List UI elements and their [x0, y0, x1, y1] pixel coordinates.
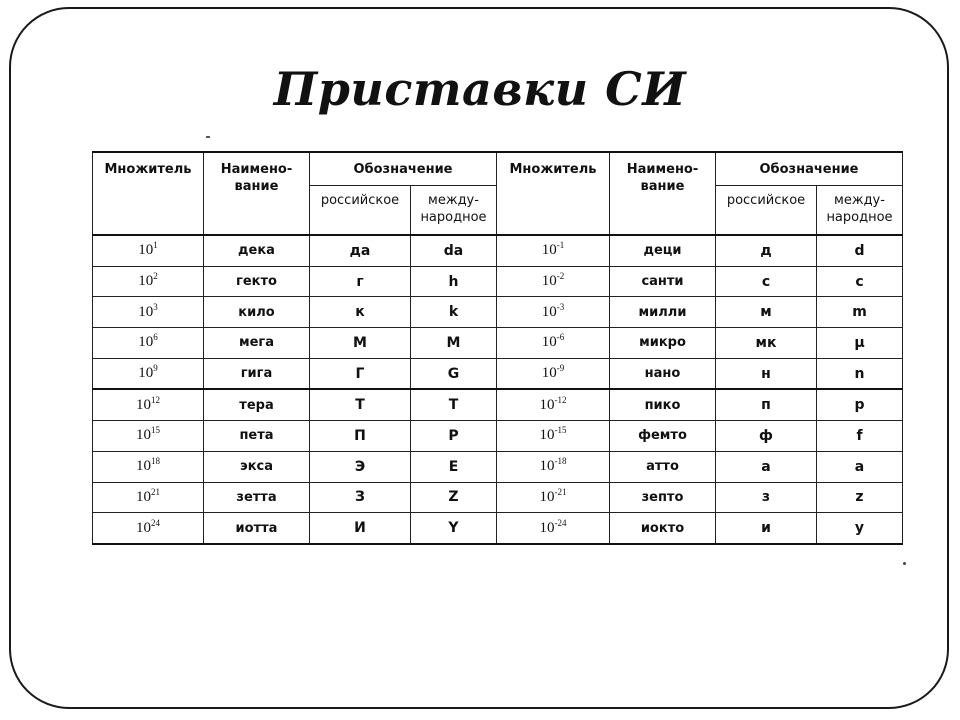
header-row [93, 152, 903, 186]
international-symbol-cell: a [817, 451, 903, 482]
international-symbol-cell: d [817, 235, 903, 266]
russian-symbol-cell: ф [716, 421, 817, 452]
prefix-name-cell: атто [610, 451, 716, 482]
russian-symbol-cell: Т [310, 389, 411, 420]
multiplier-base: 10 [138, 303, 154, 320]
table-row [93, 328, 903, 359]
prefix-name-cell: кило [204, 297, 310, 328]
multiplier-exponent: -15 [554, 425, 567, 436]
multiplier-cell [497, 421, 610, 452]
prefix-name-cell: иокто [610, 513, 716, 544]
si-prefixes-table [92, 151, 903, 545]
multiplier-base: 10 [138, 365, 154, 382]
multiplier-cell [93, 421, 204, 452]
multiplier-base: 10 [136, 488, 151, 505]
russian-symbol-cell: М [310, 328, 411, 359]
multiplier-exponent: -9 [556, 363, 565, 374]
prefix-name-cell: деци [610, 235, 716, 266]
multiplier-cell [497, 482, 610, 513]
multiplier-exponent: 15 [151, 425, 160, 436]
table-row [93, 235, 903, 266]
header-name: Наимено-вание [610, 152, 716, 235]
multiplier-exponent: 3 [153, 301, 158, 312]
multiplier-cell [497, 328, 610, 359]
russian-symbol-cell: з [716, 482, 817, 513]
prefix-name-cell: иотта [204, 513, 310, 544]
russian-symbol-cell: З [310, 482, 411, 513]
international-symbol-cell: p [817, 389, 903, 420]
prefix-name-cell: дека [204, 235, 310, 266]
russian-symbol-cell: п [716, 389, 817, 420]
russian-symbol-cell: а [716, 451, 817, 482]
decorative-dot [903, 562, 906, 565]
international-symbol-cell: M [411, 328, 497, 359]
international-symbol-cell: µ [817, 328, 903, 359]
prefix-name-cell: мега [204, 328, 310, 359]
russian-symbol-cell: к [310, 297, 411, 328]
multiplier-exponent: -12 [554, 394, 567, 405]
multiplier-cell [93, 451, 204, 482]
multiplier-cell [497, 297, 610, 328]
prefix-name-cell: милли [610, 297, 716, 328]
international-symbol-cell: k [411, 297, 497, 328]
multiplier-base: 10 [539, 396, 555, 413]
multiplier-exponent: 21 [151, 486, 160, 497]
multiplier-base: 10 [539, 427, 555, 444]
prefix-name-cell: гига [204, 358, 310, 389]
multiplier-cell [497, 389, 610, 420]
prefix-name-cell: нано [610, 358, 716, 389]
table-row [93, 482, 903, 513]
multiplier-exponent: -2 [556, 271, 565, 282]
multiplier-exponent: -1 [556, 240, 565, 251]
table-row [93, 513, 903, 544]
table-row [93, 421, 903, 452]
prefix-name-cell: зепто [610, 482, 716, 513]
header-russian: российское [716, 186, 817, 236]
international-symbol-cell: G [411, 358, 497, 389]
multiplier-cell [93, 482, 204, 513]
prefix-name-cell: тера [204, 389, 310, 420]
russian-symbol-cell: мк [716, 328, 817, 359]
multiplier-cell [93, 266, 204, 297]
multiplier-cell [93, 389, 204, 420]
russian-symbol-cell: да [310, 235, 411, 266]
header-international: между-народное [817, 186, 903, 236]
international-symbol-cell: P [411, 421, 497, 452]
multiplier-base: 10 [539, 488, 555, 505]
multiplier-cell [497, 451, 610, 482]
multiplier-exponent: -21 [554, 486, 567, 497]
international-symbol-cell: Y [411, 513, 497, 544]
decorative-mark [206, 136, 210, 138]
prefix-name-cell: санти [610, 266, 716, 297]
header-designation: Обозначение [310, 152, 497, 186]
table-row [93, 358, 903, 389]
multiplier-cell [497, 513, 610, 544]
multiplier-exponent: 1 [153, 240, 158, 251]
multiplier-exponent: 18 [151, 456, 160, 467]
multiplier-exponent: 24 [151, 517, 160, 528]
prefix-name-cell: экса [204, 451, 310, 482]
multiplier-cell [497, 235, 610, 266]
multiplier-exponent: 2 [153, 271, 158, 282]
russian-symbol-cell: м [716, 297, 817, 328]
multiplier-base: 10 [539, 519, 555, 536]
international-symbol-cell: m [817, 297, 903, 328]
multiplier-exponent: 6 [153, 332, 158, 343]
international-symbol-cell: E [411, 451, 497, 482]
prefix-name-cell: микро [610, 328, 716, 359]
multiplier-base: 10 [138, 242, 154, 259]
multiplier-base: 10 [539, 458, 555, 475]
multiplier-base: 10 [136, 519, 151, 536]
multiplier-exponent: -6 [556, 332, 565, 343]
multiplier-exponent: -18 [554, 456, 567, 467]
table-row [93, 451, 903, 482]
multiplier-base: 10 [541, 273, 557, 290]
international-symbol-cell: y [817, 513, 903, 544]
multiplier-base: 10 [138, 334, 154, 351]
header-name: Наимено-вание [204, 152, 310, 235]
multiplier-base: 10 [136, 396, 151, 413]
russian-symbol-cell: с [716, 266, 817, 297]
multiplier-base: 10 [541, 365, 557, 382]
international-symbol-cell: da [411, 235, 497, 266]
multiplier-base: 10 [136, 458, 151, 475]
prefix-name-cell: гекто [204, 266, 310, 297]
russian-symbol-cell: и [716, 513, 817, 544]
multiplier-exponent: -3 [556, 301, 565, 312]
prefix-name-cell: пико [610, 389, 716, 420]
header-multiplier: Множитель [93, 152, 204, 235]
international-symbol-cell: f [817, 421, 903, 452]
russian-symbol-cell: д [716, 235, 817, 266]
multiplier-exponent: 9 [153, 363, 158, 374]
header-international: между-народное [411, 186, 497, 236]
multiplier-base: 10 [541, 242, 557, 259]
multiplier-exponent: 12 [151, 394, 160, 405]
multiplier-cell [497, 266, 610, 297]
prefix-name-cell: пета [204, 421, 310, 452]
page-title: Приставки СИ [273, 62, 687, 116]
international-symbol-cell: z [817, 482, 903, 513]
international-symbol-cell: Z [411, 482, 497, 513]
header-multiplier: Множитель [497, 152, 610, 235]
header-designation: Обозначение [716, 152, 903, 186]
multiplier-cell [497, 358, 610, 389]
prefix-name-cell: зетта [204, 482, 310, 513]
multiplier-cell [93, 235, 204, 266]
international-symbol-cell: c [817, 266, 903, 297]
multiplier-base: 10 [136, 427, 151, 444]
table-row [93, 297, 903, 328]
international-symbol-cell: T [411, 389, 497, 420]
table-row [93, 389, 903, 420]
header-russian: российское [310, 186, 411, 236]
multiplier-base: 10 [138, 273, 154, 290]
table-row [93, 266, 903, 297]
multiplier-base: 10 [541, 334, 557, 351]
multiplier-exponent: -24 [554, 517, 567, 528]
russian-symbol-cell: П [310, 421, 411, 452]
russian-symbol-cell: Г [310, 358, 411, 389]
russian-symbol-cell: г [310, 266, 411, 297]
multiplier-cell [93, 297, 204, 328]
multiplier-base: 10 [541, 303, 557, 320]
multiplier-cell [93, 513, 204, 544]
russian-symbol-cell: н [716, 358, 817, 389]
russian-symbol-cell: Э [310, 451, 411, 482]
international-symbol-cell: n [817, 358, 903, 389]
multiplier-cell [93, 358, 204, 389]
russian-symbol-cell: И [310, 513, 411, 544]
multiplier-cell [93, 328, 204, 359]
prefix-name-cell: фемто [610, 421, 716, 452]
international-symbol-cell: h [411, 266, 497, 297]
